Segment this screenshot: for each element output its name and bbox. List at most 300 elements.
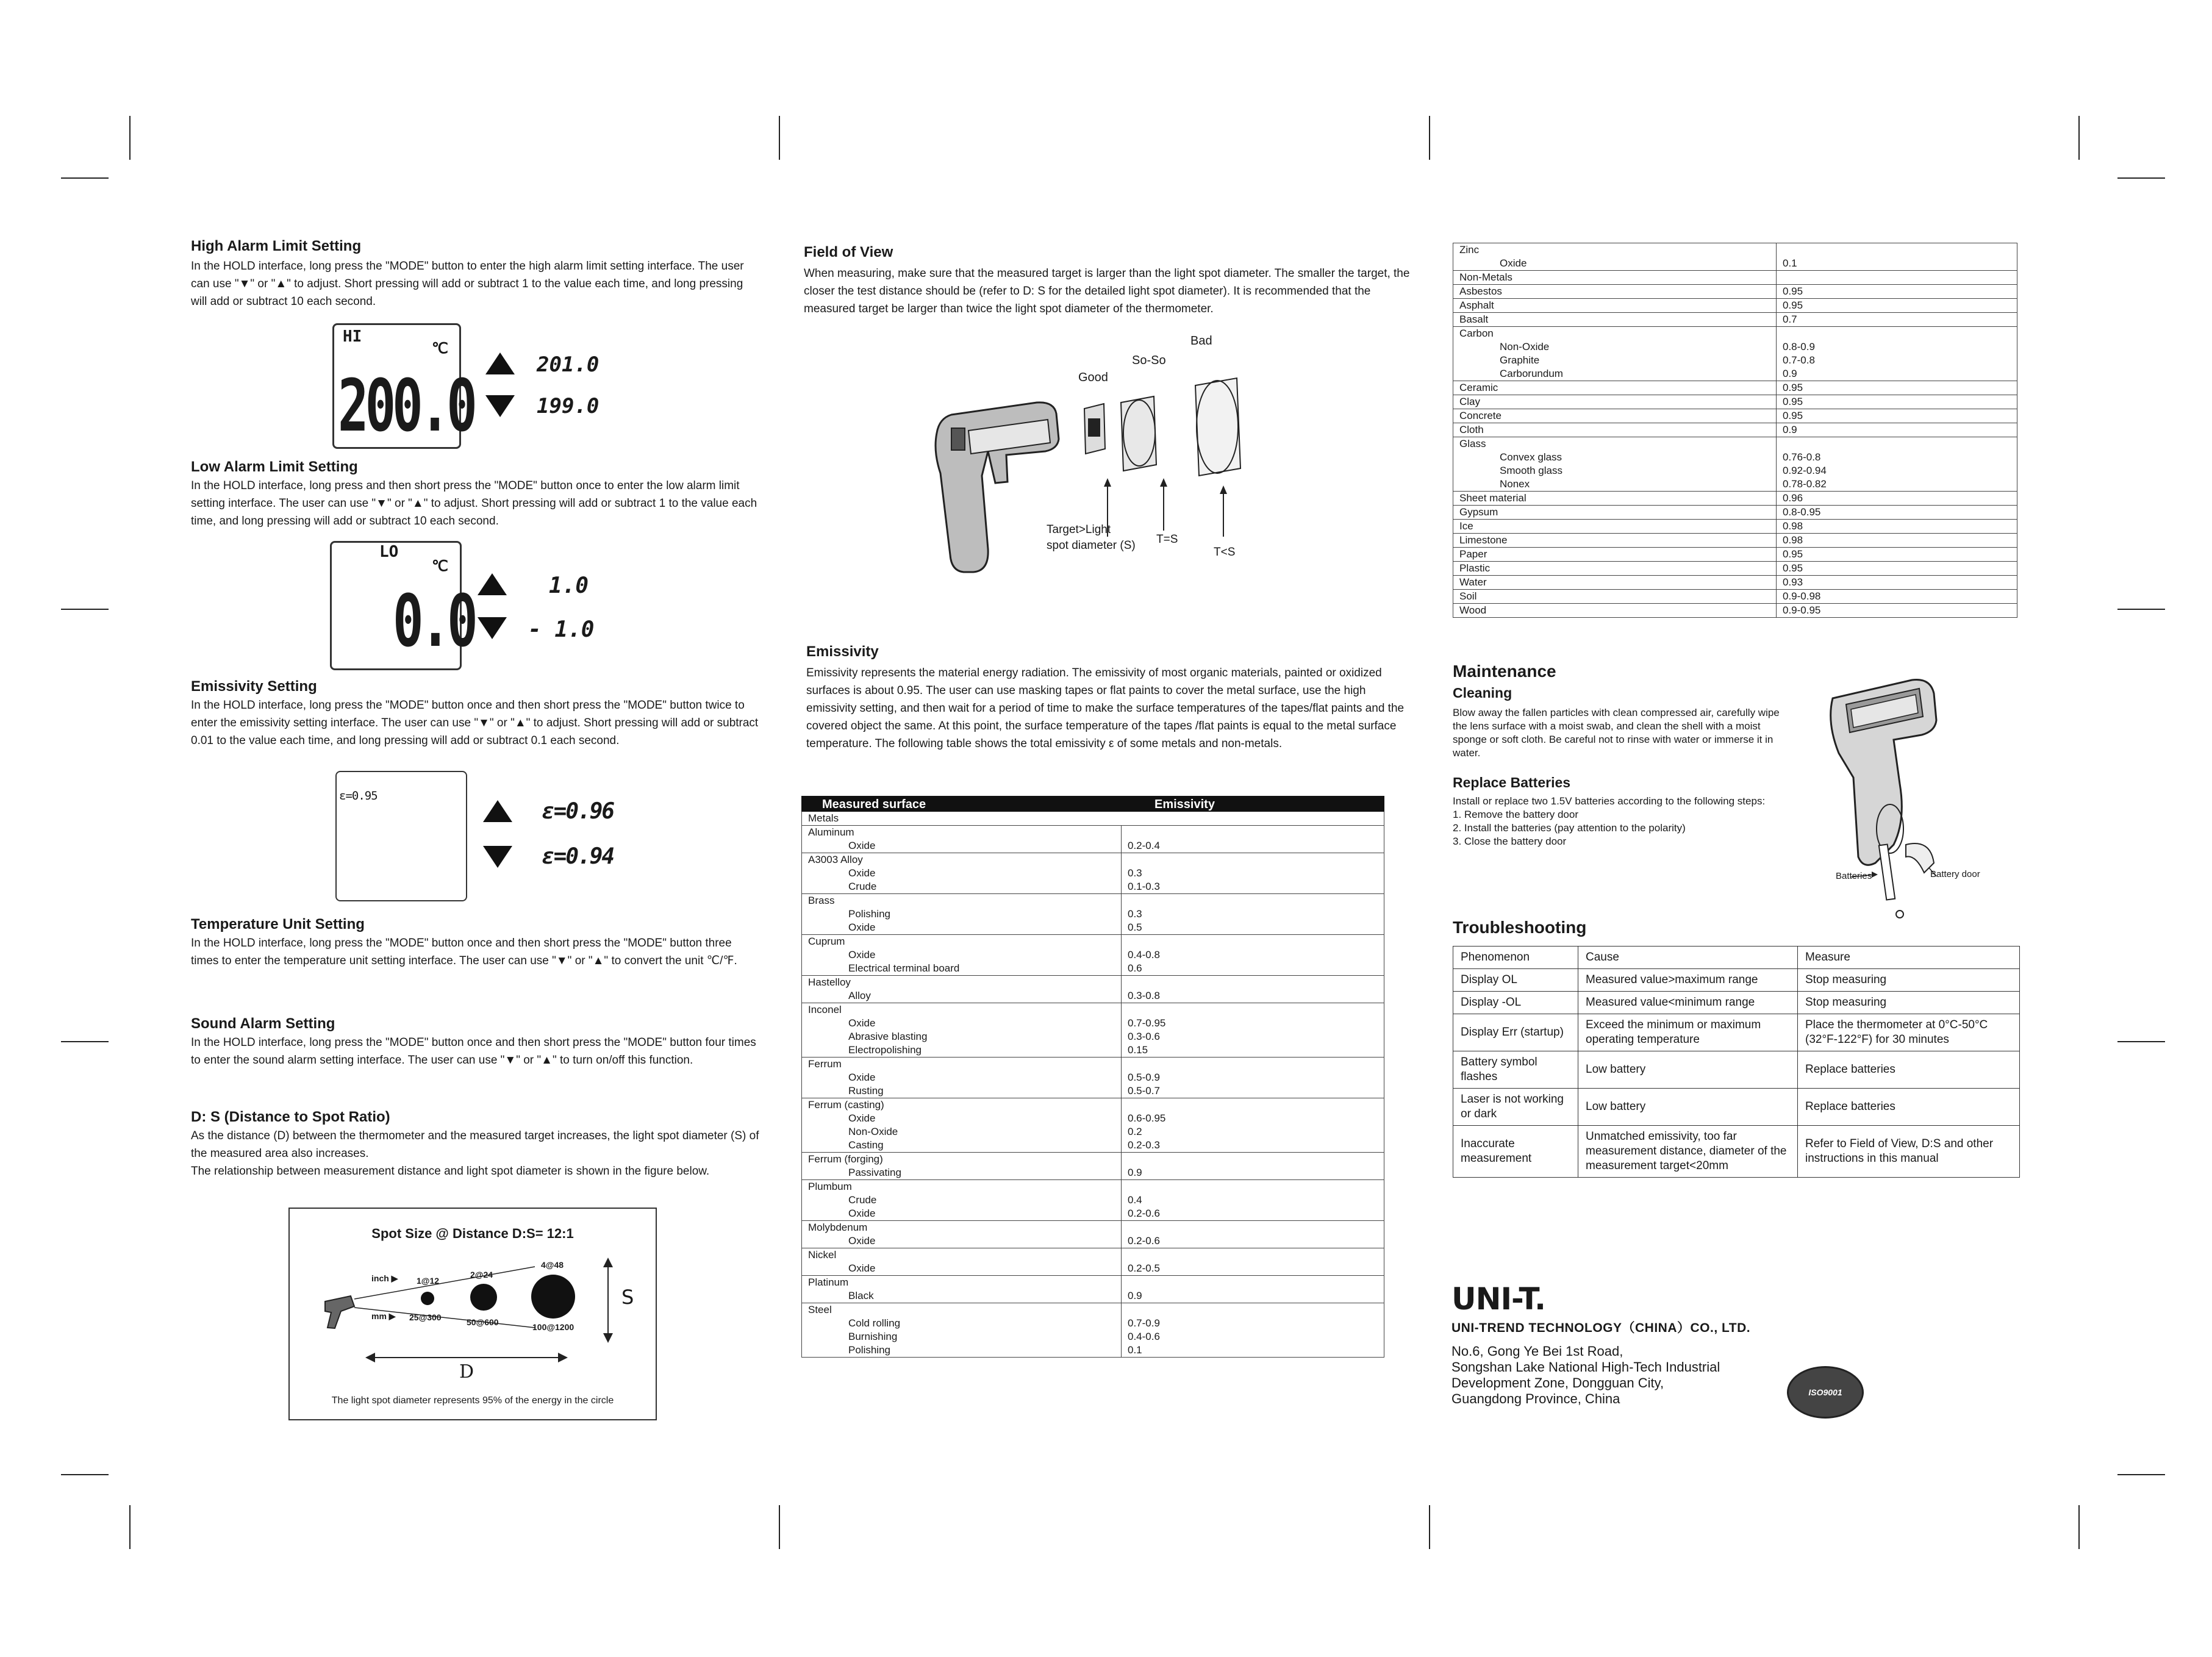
sound-alarm-heading: Sound Alarm Setting bbox=[191, 1015, 335, 1032]
emissivity-setting-heading: Emissivity Setting bbox=[191, 678, 317, 695]
inch-mark: 4@48 bbox=[541, 1260, 564, 1270]
material-name: Gypsum bbox=[1453, 506, 1777, 520]
material-name: Cloth bbox=[1453, 423, 1777, 437]
sub-type: Non-Oxide bbox=[802, 1125, 1122, 1139]
table-cell: Display Err (startup) bbox=[1453, 1014, 1578, 1051]
inch-mark: 2@24 bbox=[470, 1270, 493, 1279]
crop-mark bbox=[2117, 1041, 2165, 1042]
emissivity-value: 0.5-0.7 bbox=[1122, 1084, 1384, 1098]
emissivity-value bbox=[1777, 437, 2017, 451]
table-row bbox=[1453, 354, 2017, 367]
material-name: Nickel bbox=[802, 1248, 1122, 1262]
table-row bbox=[802, 1289, 1384, 1303]
table-row bbox=[802, 1234, 1384, 1248]
battery-step: 3. Close the battery door bbox=[1453, 836, 1567, 847]
crop-mark bbox=[2078, 1505, 2080, 1549]
table-cell: Display -OL bbox=[1453, 992, 1578, 1014]
sub-type: Crude bbox=[802, 880, 1122, 894]
table-header-surface: Measured surface bbox=[822, 798, 926, 811]
sub-type: Polishing bbox=[802, 1344, 1122, 1358]
up-value: 201.0 bbox=[537, 353, 600, 377]
sub-type: Nonex bbox=[1453, 478, 1777, 492]
troubleshooting-section bbox=[1453, 918, 2020, 1178]
table-cell: Stop measuring bbox=[1798, 992, 2020, 1014]
company-logo: UNI-T. bbox=[1451, 1281, 1545, 1317]
sub-type: Electropolishing bbox=[802, 1043, 1122, 1058]
emissivity-value: 0.95 bbox=[1777, 299, 2017, 313]
down-value: ε=0.94 bbox=[542, 844, 614, 869]
material-name: Plastic bbox=[1453, 562, 1777, 576]
emissivity-heading: Emissivity bbox=[806, 643, 879, 660]
material-name: Brass bbox=[802, 894, 1122, 908]
crop-mark bbox=[779, 116, 780, 160]
material-name: Limestone bbox=[1453, 534, 1777, 548]
table-cell: Low battery bbox=[1578, 1051, 1798, 1089]
emissivity-value: 0.96 bbox=[1777, 492, 2017, 506]
table-cell: Replace batteries bbox=[1798, 1051, 2020, 1089]
table-row bbox=[1453, 423, 2017, 437]
spot-diagram bbox=[290, 1209, 656, 1419]
table-cell: Replace batteries bbox=[1798, 1089, 2020, 1126]
table-row bbox=[1453, 327, 2017, 341]
table-row bbox=[1453, 464, 2017, 478]
table-row bbox=[1453, 590, 2017, 604]
sub-type: Abrasive blasting bbox=[802, 1030, 1122, 1043]
table-row bbox=[1453, 576, 2017, 590]
table-row bbox=[802, 867, 1384, 880]
ds-heading: D: S (Distance to Spot Ratio) bbox=[191, 1109, 390, 1125]
table-cell: Measured value>maximum range bbox=[1578, 969, 1798, 992]
table-row bbox=[802, 1112, 1384, 1125]
table-row bbox=[802, 1166, 1384, 1180]
material-name: Cuprum bbox=[802, 935, 1122, 949]
emissivity-value: 0.95 bbox=[1777, 395, 2017, 409]
ds-body-1: As the distance (D) between the thermometer and the measured target increases, the light spot diameter (S) of the measured area also increases. bbox=[191, 1129, 759, 1160]
material-name: Glass bbox=[1453, 437, 1777, 451]
battery-step: 1. Remove the battery door bbox=[1453, 809, 1579, 820]
troubleshooting-table bbox=[1453, 946, 2020, 1178]
low-alarm-section bbox=[191, 459, 761, 530]
battery-step: 2. Install the batteries (pay attention to the polarity) bbox=[1453, 822, 1686, 834]
address-line: Development Zone, Dongguan City, bbox=[1451, 1375, 1664, 1390]
emissivity-value: 0.6-0.95 bbox=[1122, 1112, 1384, 1125]
table-header-emissivity: Emissivity bbox=[1154, 798, 1215, 811]
emissivity-value: 0.95 bbox=[1777, 409, 2017, 423]
crop-mark bbox=[129, 116, 131, 160]
table-row bbox=[1453, 367, 2017, 381]
table-row bbox=[802, 962, 1384, 976]
sub-type: Passivating bbox=[802, 1166, 1122, 1180]
lcd-unit: ℃ bbox=[432, 340, 448, 357]
company-name: UNI-TREND TECHNOLOGY（CHINA）CO., LTD. bbox=[1451, 1321, 1751, 1335]
spot-size-figure bbox=[288, 1208, 657, 1420]
cleaning-heading: Cleaning bbox=[1453, 685, 1512, 701]
lcd-high bbox=[332, 323, 474, 449]
lcd-value: ε=0.95 bbox=[339, 789, 378, 803]
table-row bbox=[1453, 409, 2017, 423]
emissivity-value: 0.6 bbox=[1122, 962, 1384, 976]
table-cell: Inaccurate measurement bbox=[1453, 1126, 1578, 1178]
crop-mark bbox=[2078, 116, 2080, 160]
sub-type: Oxide bbox=[802, 1071, 1122, 1084]
material-name: Ferrum (casting) bbox=[802, 1098, 1122, 1112]
table-row bbox=[1453, 1014, 2020, 1051]
sub-type: Electrical terminal board bbox=[802, 962, 1122, 976]
address-line: Guangdong Province, China bbox=[1451, 1391, 1620, 1406]
table-row bbox=[802, 1248, 1384, 1262]
fov-target-label: Target>Light bbox=[1047, 523, 1111, 536]
down-value: - 1.0 bbox=[528, 617, 595, 642]
battery-door-label: Battery door bbox=[1930, 869, 1980, 879]
crop-mark bbox=[61, 1041, 109, 1042]
table-row bbox=[802, 853, 1384, 867]
table-row bbox=[802, 921, 1384, 935]
emissivity-value: 0.9 bbox=[1122, 1289, 1384, 1303]
emissivity-value: 0.5 bbox=[1122, 921, 1384, 935]
maintenance-heading: Maintenance bbox=[1453, 662, 1556, 681]
table-row bbox=[1453, 969, 2020, 992]
table-row bbox=[1453, 520, 2017, 534]
table-row bbox=[802, 880, 1384, 894]
table-cell: Measured value<minimum range bbox=[1578, 992, 1798, 1014]
high-alarm-section bbox=[191, 238, 761, 310]
sub-type: Casting bbox=[802, 1139, 1122, 1153]
fov-soso-label: So-So bbox=[1132, 354, 1166, 367]
emissivity-value: 0.98 bbox=[1777, 520, 2017, 534]
emissivity-value: 0.4 bbox=[1122, 1194, 1384, 1207]
emissivity-value: 0.15 bbox=[1122, 1043, 1384, 1058]
table-row bbox=[1453, 437, 2017, 451]
emissivity-table bbox=[801, 796, 1384, 1358]
table-row bbox=[1453, 381, 2017, 395]
material-name: Asphalt bbox=[1453, 299, 1777, 313]
material-name: Concrete bbox=[1453, 409, 1777, 423]
lcd-value: 200.0 bbox=[338, 364, 474, 448]
emissivity-value: 0.1 bbox=[1777, 257, 2017, 271]
material-name: A3003 Alloy bbox=[802, 853, 1122, 867]
maintenance-section bbox=[1453, 662, 1794, 848]
emissivity-value: 0.9-0.95 bbox=[1777, 604, 2017, 618]
emissivity-value bbox=[1777, 271, 2017, 285]
temp-unit-heading: Temperature Unit Setting bbox=[191, 916, 365, 932]
emissivity-value: 0.7-0.9 bbox=[1122, 1317, 1384, 1330]
table-row bbox=[802, 1153, 1384, 1167]
emissivity-value: 0.93 bbox=[1777, 576, 2017, 590]
fov-target-label-2: spot diameter (S) bbox=[1047, 539, 1136, 552]
nonmetals-table bbox=[1453, 243, 2017, 618]
figure-title: Spot Size @ Distance D:S= 12:1 bbox=[371, 1226, 574, 1241]
sub-type: Oxide bbox=[802, 1017, 1122, 1030]
crop-mark bbox=[779, 1505, 780, 1549]
down-arrow-icon bbox=[483, 846, 512, 868]
emissivity-value: 0.95 bbox=[1777, 285, 2017, 299]
address-line: Songshan Lake National High-Tech Industrial bbox=[1451, 1359, 1720, 1375]
figure-caption: The light spot diameter represents 95% of the energy in the circle bbox=[331, 1395, 614, 1406]
table-row bbox=[1453, 1126, 2020, 1178]
emissivity-value: 0.1-0.3 bbox=[1122, 880, 1384, 894]
down-arrow-icon bbox=[485, 395, 515, 417]
table-cell: Low battery bbox=[1578, 1089, 1798, 1126]
table-row bbox=[802, 1043, 1384, 1058]
material-name: Basalt bbox=[1453, 313, 1777, 327]
sub-type: Cold rolling bbox=[802, 1317, 1122, 1330]
table-row bbox=[802, 907, 1384, 921]
high-alarm-heading: High Alarm Limit Setting bbox=[191, 238, 362, 254]
up-arrow-icon bbox=[485, 353, 515, 374]
fov-tlts-label: T<S bbox=[1214, 546, 1236, 559]
emissivity-value: 0.95 bbox=[1777, 381, 2017, 395]
table-row bbox=[802, 894, 1384, 908]
sub-type: Rusting bbox=[802, 1084, 1122, 1098]
emissivity-value: 0.2-0.5 bbox=[1122, 1262, 1384, 1276]
material-name: Molybdenum bbox=[802, 1221, 1122, 1235]
material-name: Platinum bbox=[802, 1276, 1122, 1290]
material-name: Aluminum bbox=[802, 826, 1122, 840]
inch-mark: 1@12 bbox=[417, 1276, 440, 1286]
iso-seal bbox=[1787, 1366, 1864, 1419]
crop-mark bbox=[2117, 609, 2165, 610]
fov-bad-label: Bad bbox=[1190, 334, 1212, 348]
inch-label: inch ▶ bbox=[371, 1273, 398, 1283]
material-name: Ferrum (forging) bbox=[802, 1153, 1122, 1167]
emissivity-value: 0.92-0.94 bbox=[1777, 464, 2017, 478]
emissivity-value: 0.9 bbox=[1777, 423, 2017, 437]
material-name: Ceramic bbox=[1453, 381, 1777, 395]
sub-type: Oxide bbox=[802, 948, 1122, 962]
emissivity-value bbox=[1777, 327, 2017, 341]
table-row bbox=[1453, 313, 2017, 327]
table-cell: Stop measuring bbox=[1798, 969, 2020, 992]
lcd-low bbox=[330, 541, 474, 670]
table-row bbox=[1453, 604, 2017, 618]
cleaning-body: Blow away the fallen particles with clean compressed air, carefully wipe the lens surface with a moist swab, and clean the shell with a moist sponge or soft cloth. Be careful not to rinse with water or immerse it in water. bbox=[1453, 707, 1780, 759]
emissivity-setting-body: In the HOLD interface, long press the "MODE" button once and then short press the "MODE" button twice to enter the emissivity setting interface. The user can use "▼" or "▲" to adjust. Short pressing will add or subtract 0.01 to the value each time, and long pressing will add or subtract 0.1 each second. bbox=[191, 699, 759, 747]
table-row bbox=[1453, 992, 2020, 1014]
thermometer-battery-illustration bbox=[1814, 662, 1997, 924]
emissivity-value: 0.2-0.4 bbox=[1122, 839, 1384, 853]
company-block bbox=[1451, 1281, 2000, 1407]
emissivity-value: 0.8-0.95 bbox=[1777, 506, 2017, 520]
table-row bbox=[1453, 285, 2017, 299]
emissivity-value: 0.98 bbox=[1777, 534, 2017, 548]
emissivity-value: 0.3 bbox=[1122, 907, 1384, 921]
emissivity-value: 0.9 bbox=[1122, 1166, 1384, 1180]
table-row bbox=[1453, 271, 2017, 285]
column-header: Measure bbox=[1798, 947, 2020, 969]
table-row bbox=[802, 1330, 1384, 1344]
material-name: Hastelloy bbox=[802, 976, 1122, 990]
table-row bbox=[802, 1207, 1384, 1221]
table-row bbox=[802, 1003, 1384, 1017]
table-row bbox=[802, 948, 1384, 962]
table-row bbox=[1453, 534, 2017, 548]
table-row bbox=[802, 1221, 1384, 1235]
table-row bbox=[802, 1058, 1384, 1072]
up-arrow-icon bbox=[483, 800, 512, 822]
sub-type: Graphite bbox=[1453, 354, 1777, 367]
table-row bbox=[802, 935, 1384, 949]
table-header bbox=[801, 796, 1384, 812]
emissivity-section bbox=[806, 643, 1416, 753]
crop-mark bbox=[2117, 1474, 2165, 1475]
down-arrow-icon bbox=[478, 617, 507, 639]
s-label: S bbox=[621, 1286, 634, 1309]
table-row bbox=[802, 1180, 1384, 1194]
table-row bbox=[1453, 299, 2017, 313]
sub-type: Polishing bbox=[802, 907, 1122, 921]
emissivity-value: 0.2-0.6 bbox=[1122, 1207, 1384, 1221]
table-row bbox=[1453, 340, 2017, 354]
table-row bbox=[802, 1262, 1384, 1276]
crop-mark bbox=[61, 177, 109, 179]
lcd-unit: ℃ bbox=[432, 557, 448, 574]
fov-ts-label: T=S bbox=[1156, 533, 1178, 546]
crop-mark bbox=[61, 609, 109, 610]
table-row bbox=[802, 1017, 1384, 1030]
temp-unit-body: In the HOLD interface, long press the "MODE" button once and then short press the "MODE" button three times to enter the temperature unit setting interface. The user can use "▼" or "▲" to convert the unit ℃/℉. bbox=[191, 937, 737, 967]
sub-type: Black bbox=[802, 1289, 1122, 1303]
material-name: Water bbox=[1453, 576, 1777, 590]
table-row bbox=[1453, 562, 2017, 576]
table-row bbox=[802, 989, 1384, 1003]
emissivity-value: 0.7-0.95 bbox=[1122, 1017, 1384, 1030]
material-name: Wood bbox=[1453, 604, 1777, 618]
table-row bbox=[802, 976, 1384, 990]
sub-type: Smooth glass bbox=[1453, 464, 1777, 478]
table-row bbox=[802, 1030, 1384, 1043]
iso-seal-text: ISO9001 bbox=[1808, 1387, 1842, 1397]
material-name: Soil bbox=[1453, 590, 1777, 604]
sound-alarm-section bbox=[191, 1015, 761, 1069]
table-row bbox=[1453, 1089, 2020, 1126]
sub-type: Alloy bbox=[802, 989, 1122, 1003]
sub-type: Oxide bbox=[802, 1262, 1122, 1276]
sub-type: Oxide bbox=[802, 839, 1122, 853]
temp-unit-section bbox=[191, 916, 761, 970]
emissivity-value: 0.3 bbox=[1122, 867, 1384, 880]
lcd-label: HI bbox=[343, 327, 362, 346]
lcd-emissivity bbox=[335, 771, 467, 901]
material-name: Ice bbox=[1453, 520, 1777, 534]
material-name: Ferrum bbox=[802, 1058, 1122, 1072]
column-header: Phenomenon bbox=[1453, 947, 1578, 969]
material-name: Zinc bbox=[1453, 243, 1777, 257]
table-row bbox=[802, 1303, 1384, 1317]
mm-mark: 100@1200 bbox=[532, 1322, 574, 1332]
material-name: Sheet material bbox=[1453, 492, 1777, 506]
emissivity-value: 0.4-0.6 bbox=[1122, 1330, 1384, 1344]
low-alarm-body: In the HOLD interface, long press and then short press the "MODE" button once to enter the low alarm limit setting interface. The user can use "▼" or "▲" to adjust. Short pressing will add or subtract 1 to the value each time, and long pressing will add or subtract 10 each second. bbox=[191, 479, 757, 528]
table-row bbox=[802, 1194, 1384, 1207]
emissivity-value: 0.2-0.3 bbox=[1122, 1139, 1384, 1153]
metals-table bbox=[801, 812, 1384, 1358]
table-row bbox=[802, 1084, 1384, 1098]
table-row bbox=[1453, 1051, 2020, 1089]
crop-mark bbox=[61, 1474, 109, 1475]
nonmetals-table-wrap bbox=[1453, 243, 2017, 618]
d-label: D bbox=[459, 1361, 474, 1383]
table-row bbox=[802, 1276, 1384, 1290]
fov-body: When measuring, make sure that the measured target is larger than the light spot diameter. The smaller the target, the closer the test distance should be (refer to D: S for the detailed light spot diameter). It is recommended that the measured target be larger than twice the light spot diameter of the thermometer. bbox=[804, 267, 1410, 315]
ds-section bbox=[191, 1109, 761, 1180]
material-name: Clay bbox=[1453, 395, 1777, 409]
down-value: 199.0 bbox=[537, 394, 600, 418]
emissivity-value: 0.95 bbox=[1777, 548, 2017, 562]
material-name: Steel bbox=[802, 1303, 1122, 1317]
table-row bbox=[1453, 478, 2017, 492]
mm-mark: 50@600 bbox=[467, 1317, 499, 1327]
table-cell: Exceed the minimum or maximum operating temperature bbox=[1578, 1014, 1798, 1051]
material-name: Plumbum bbox=[802, 1180, 1122, 1194]
table-header-row bbox=[1453, 947, 2020, 969]
emissivity-value bbox=[1777, 243, 2017, 257]
emissivity-value: 0.7-0.8 bbox=[1777, 354, 2017, 367]
fov-heading: Field of View bbox=[804, 244, 893, 260]
table-row bbox=[1453, 451, 2017, 464]
emissivity-setting-section bbox=[191, 678, 761, 750]
sub-type: Non-Oxide bbox=[1453, 340, 1777, 354]
crop-mark bbox=[129, 1505, 131, 1549]
up-value: ε=0.96 bbox=[542, 799, 614, 824]
address-line: No.6, Gong Ye Bei 1st Road, bbox=[1451, 1344, 1623, 1359]
sub-type: Oxide bbox=[1453, 257, 1777, 271]
batteries-intro: Install or replace two 1.5V batteries according to the following steps: bbox=[1453, 795, 1766, 807]
emissivity-value: 0.7 bbox=[1777, 313, 2017, 327]
fov-good-label: Good bbox=[1078, 371, 1108, 384]
emissivity-value: 0.3-0.6 bbox=[1122, 1030, 1384, 1043]
high-alarm-body: In the HOLD interface, long press the "MODE" button to enter the high alarm limit setting interface. The user can use "▼" or "▲" to adjust. Short pressing will add or subtract 1 to the value each time, and long pressing will add or subtract 10 each second. bbox=[191, 260, 744, 308]
table-cell: Place the thermometer at 0°C-50°C (32°F-122°F) for 30 minutes bbox=[1798, 1014, 2020, 1051]
table-row bbox=[1453, 492, 2017, 506]
emissivity-value: 0.9-0.98 bbox=[1777, 590, 2017, 604]
emissivity-value: 0.5-0.9 bbox=[1122, 1071, 1384, 1084]
emissivity-value: 0.1 bbox=[1122, 1344, 1384, 1358]
sub-type: Oxide bbox=[802, 1234, 1122, 1248]
emissivity-value: 0.78-0.82 bbox=[1777, 478, 2017, 492]
table-row bbox=[1453, 257, 2017, 271]
table-row bbox=[1453, 506, 2017, 520]
sub-type: Oxide bbox=[802, 921, 1122, 935]
table-cell: Display OL bbox=[1453, 969, 1578, 992]
table-cell: Battery symbol flashes bbox=[1453, 1051, 1578, 1089]
sub-type: Burnishing bbox=[802, 1330, 1122, 1344]
material-name: Non-Metals bbox=[1453, 271, 1777, 285]
material-name: Inconel bbox=[802, 1003, 1122, 1017]
crop-mark bbox=[1429, 1505, 1430, 1549]
sub-type: Carborundum bbox=[1453, 367, 1777, 381]
batteries-label: Batteries bbox=[1836, 871, 1872, 881]
batteries-heading: Replace Batteries bbox=[1453, 775, 1571, 790]
table-row bbox=[1453, 243, 2017, 257]
material-name: Carbon bbox=[1453, 327, 1777, 341]
sub-type: Convex glass bbox=[1453, 451, 1777, 464]
emissivity-body: Emissivity represents the material energy radiation. The emissivity of most organic materials, painted or oxidized surfaces is about 0.95. The user can use masking tapes or flat paints to cover the metal surface, use the high emissivity setting, and then wait for a period of time to make the surface temperatures of the tapes/flat paints and the covered object the same. At this point, the surface temperature of the tapes /flat paints is equal to the metal surface temperature. The following table shows the total emissivity ε of some metals and non-metals. bbox=[806, 667, 1405, 750]
table-row bbox=[1453, 395, 2017, 409]
sub-type: Oxide bbox=[802, 1112, 1122, 1125]
emissivity-value: 0.2-0.6 bbox=[1122, 1234, 1384, 1248]
emissivity-value: 0.2 bbox=[1122, 1125, 1384, 1139]
sub-type: Oxide bbox=[802, 1207, 1122, 1221]
emissivity-value: 0.76-0.8 bbox=[1777, 451, 2017, 464]
metals-label: Metals bbox=[802, 812, 1122, 826]
column-header: Cause bbox=[1578, 947, 1798, 969]
emissivity-value: 0.4-0.8 bbox=[1122, 948, 1384, 962]
table-cell: Laser is not working or dark bbox=[1453, 1089, 1578, 1126]
sub-type: Oxide bbox=[802, 867, 1122, 880]
table-row bbox=[802, 1125, 1384, 1139]
crop-mark bbox=[2117, 177, 2165, 179]
table-cell: Refer to Field of View, D:S and other instructions in this manual bbox=[1798, 1126, 2020, 1178]
